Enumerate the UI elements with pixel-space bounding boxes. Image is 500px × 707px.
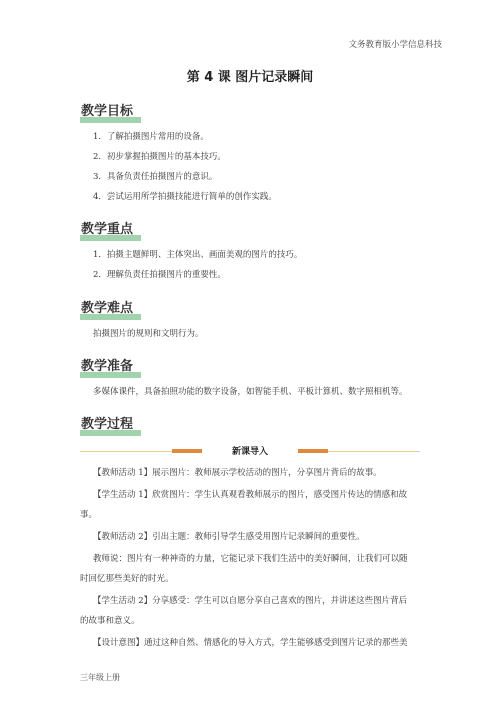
keypoints-heading (80, 218, 135, 238)
goals-heading-text: 教学目标 (81, 104, 134, 119)
process-line: 教师说：图片有一种神奇的力量，它能记录下我们生活中的美好瞬间，让我们可以随 (93, 554, 408, 564)
process-line: 【教师活动 2】引出主题：教师引导学生感受用图片记录瞬间的重要性。 (93, 532, 365, 542)
difficulties-text: 拍摄图片的规则和文明行为。 (93, 329, 204, 339)
process-line: 【教师活动 1】展示图片：教师展示学校活动的图片，分享图片背后的故事。 (93, 468, 382, 478)
goal-item: 2．初步掌握拍摄图片的基本技巧。 (93, 152, 226, 162)
goal-item: 4．尝试运用所学拍摄技能进行简单的创作实践。 (93, 192, 277, 202)
difficulties-heading (80, 297, 135, 317)
publisher-header: 文务教育版小学信息科技 (348, 40, 442, 50)
process-heading-text: 教学过程 (81, 417, 134, 432)
lesson-title: 第 4 课 图片记录瞬间 (186, 70, 314, 85)
process-heading (80, 413, 135, 433)
process-line: 的故事和意义。 (80, 616, 140, 626)
keypoints-heading-text: 教学重点 (81, 222, 134, 237)
goal-item: 1．了解拍摄图片常用的设备。 (93, 132, 209, 142)
subsection-title: 新课导入 (231, 447, 268, 457)
goals-heading (80, 100, 135, 120)
keypoint-item: 1．拍摄主题鲜明、主体突出、画面美观的图片的技巧。 (93, 250, 303, 260)
process-line: 事。 (80, 510, 98, 520)
goal-item: 3．具备负责任拍摄图片的意识。 (93, 172, 218, 182)
difficulties-heading-text: 教学难点 (81, 301, 134, 316)
subsection-banner (80, 444, 420, 458)
preparation-text: 多媒体课件，具备拍照功能的数字设备，如智能手机、平板计算机、数字照相机等。 (93, 387, 408, 397)
grade-footer: 三年级上册 (80, 673, 120, 682)
preparation-heading (80, 355, 135, 375)
preparation-heading-text: 教学准备 (81, 359, 134, 374)
process-line: 【设计意图】通过这种自然、情感化的导入方式，学生能够感受到图片记录的那些美 (93, 638, 408, 648)
process-line: 【学生活动 1】欣赏图片：学生认真观看教师展示的图片，感受图片传达的情感和故 (93, 490, 408, 500)
keypoint-item: 2．理解负责任拍摄图片的重要性。 (93, 270, 226, 280)
process-line: 时回忆那些美好的时光。 (80, 574, 174, 584)
process-line: 【学生活动 2】分享感受：学生可以自愿分享自己喜欢的图片，并讲述这些图片背后 (93, 596, 408, 606)
